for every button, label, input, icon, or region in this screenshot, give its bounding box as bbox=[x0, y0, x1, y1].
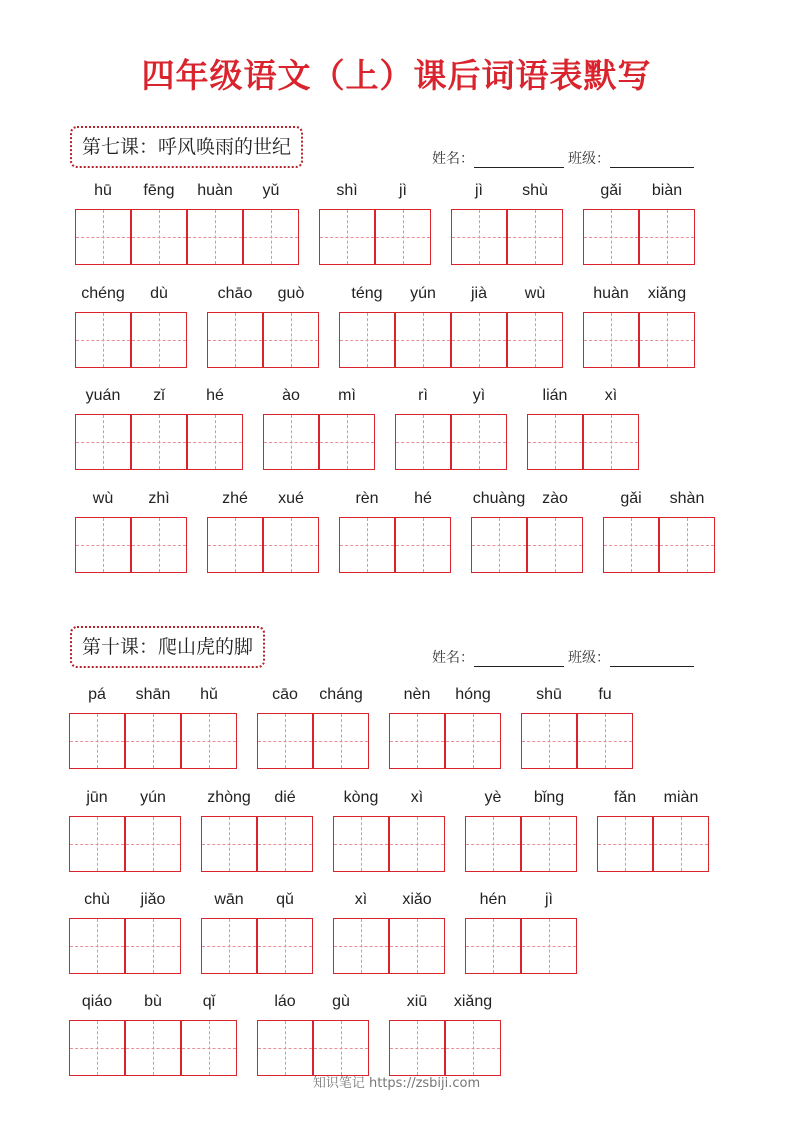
pinyin-label: cāo bbox=[272, 686, 298, 703]
pinyin-label: chuàng bbox=[472, 490, 526, 507]
writing-box[interactable] bbox=[339, 517, 395, 573]
writing-box[interactable] bbox=[389, 918, 445, 974]
writing-box[interactable] bbox=[333, 816, 389, 872]
pinyin-label: jūn bbox=[86, 789, 108, 806]
pinyin-label: nèn bbox=[403, 686, 431, 703]
writing-box[interactable] bbox=[181, 1020, 237, 1076]
pinyin-label: huàn bbox=[593, 285, 629, 302]
pinyin-label: dù bbox=[150, 285, 168, 302]
pinyin-label: shù bbox=[522, 182, 548, 199]
writing-box[interactable] bbox=[583, 209, 639, 265]
writing-box[interactable] bbox=[263, 414, 319, 470]
writing-box[interactable] bbox=[69, 713, 125, 769]
writing-box[interactable] bbox=[445, 1020, 501, 1076]
name-label: 姓名： bbox=[432, 151, 474, 167]
pinyin-label: xì bbox=[410, 789, 424, 806]
pinyin-label: gǎi bbox=[620, 490, 642, 507]
writing-box[interactable] bbox=[333, 918, 389, 974]
page-title: 四年级语文（上）课后词语表默写 bbox=[141, 56, 652, 95]
writing-box[interactable] bbox=[69, 816, 125, 872]
writing-box[interactable] bbox=[69, 918, 125, 974]
pinyin-label: biàn bbox=[651, 182, 683, 199]
pinyin-label: yún bbox=[140, 789, 166, 806]
writing-box[interactable] bbox=[257, 918, 313, 974]
pinyin-label: téng bbox=[351, 285, 383, 302]
pinyin-label: xiǎo bbox=[402, 891, 432, 908]
pinyin-label: xué bbox=[278, 490, 304, 507]
writing-box[interactable] bbox=[201, 816, 257, 872]
writing-box[interactable] bbox=[451, 312, 507, 368]
class-input-line[interactable] bbox=[610, 153, 694, 168]
pinyin-label: xiǎng bbox=[453, 993, 493, 1010]
writing-box[interactable] bbox=[131, 312, 187, 368]
pinyin-label: bǐng bbox=[533, 789, 565, 806]
pinyin-label: wù bbox=[524, 285, 546, 302]
pinyin-label: gù bbox=[332, 993, 350, 1010]
writing-box[interactable] bbox=[465, 918, 521, 974]
pinyin-label: jì bbox=[399, 182, 407, 199]
class-label: 班级： bbox=[568, 650, 610, 666]
pinyin-label: shān bbox=[135, 686, 171, 703]
pinyin-label: xì bbox=[354, 891, 368, 908]
writing-box[interactable] bbox=[339, 312, 395, 368]
pinyin-label: hū bbox=[94, 182, 112, 199]
writing-box[interactable] bbox=[257, 713, 313, 769]
writing-box[interactable] bbox=[465, 816, 521, 872]
pinyin-label: ào bbox=[282, 387, 300, 404]
pinyin-label: chāo bbox=[217, 285, 253, 302]
pinyin-label: cháng bbox=[319, 686, 363, 703]
pinyin-label: jì bbox=[545, 891, 553, 908]
pinyin-label: shū bbox=[536, 686, 562, 703]
pinyin-label: fǎn bbox=[613, 789, 637, 806]
pinyin-label: mì bbox=[338, 387, 356, 404]
writing-box[interactable] bbox=[125, 918, 181, 974]
writing-box[interactable] bbox=[125, 816, 181, 872]
writing-box[interactable] bbox=[521, 713, 577, 769]
pinyin-label: yuán bbox=[85, 387, 121, 404]
pinyin-label: jià bbox=[470, 285, 487, 302]
writing-box[interactable] bbox=[597, 816, 653, 872]
pinyin-label: chù bbox=[84, 891, 110, 908]
pinyin-label: zǐ bbox=[153, 387, 165, 404]
writing-box[interactable] bbox=[131, 414, 187, 470]
writing-box[interactable] bbox=[187, 209, 243, 265]
pinyin-label: shì bbox=[336, 182, 358, 199]
writing-box[interactable] bbox=[583, 414, 639, 470]
writing-box[interactable] bbox=[527, 414, 583, 470]
pinyin-label: láo bbox=[274, 993, 296, 1010]
writing-box[interactable] bbox=[603, 517, 659, 573]
pinyin-label: hé bbox=[206, 387, 224, 404]
pinyin-label: kòng bbox=[343, 789, 379, 806]
writing-box[interactable] bbox=[445, 713, 501, 769]
name-label: 姓名： bbox=[432, 650, 474, 666]
writing-box[interactable] bbox=[257, 1020, 313, 1076]
writing-box[interactable] bbox=[319, 414, 375, 470]
writing-box[interactable] bbox=[75, 517, 131, 573]
writing-box[interactable] bbox=[639, 209, 695, 265]
writing-box[interactable] bbox=[389, 816, 445, 872]
writing-box[interactable] bbox=[125, 1020, 181, 1076]
pinyin-label: rèn bbox=[355, 490, 379, 507]
pinyin-label: guò bbox=[277, 285, 305, 302]
writing-box[interactable] bbox=[471, 517, 527, 573]
writing-box[interactable] bbox=[263, 312, 319, 368]
writing-box[interactable] bbox=[263, 517, 319, 573]
writing-box[interactable] bbox=[125, 713, 181, 769]
pinyin-label: wān bbox=[214, 891, 244, 908]
pinyin-label: hé bbox=[414, 490, 432, 507]
writing-box[interactable] bbox=[181, 713, 237, 769]
pinyin-label: pá bbox=[88, 686, 106, 703]
pinyin-label: fēng bbox=[143, 182, 175, 199]
pinyin-label: hén bbox=[479, 891, 507, 908]
writing-box[interactable] bbox=[389, 713, 445, 769]
writing-box[interactable] bbox=[207, 517, 263, 573]
pinyin-label: hǔ bbox=[200, 686, 218, 703]
writing-box[interactable] bbox=[395, 414, 451, 470]
pinyin-label: zhé bbox=[222, 490, 248, 507]
writing-box[interactable] bbox=[395, 517, 451, 573]
pinyin-label: jiǎo bbox=[140, 891, 166, 908]
lesson-title-box: 第七课：呼风唤雨的世纪 bbox=[70, 126, 303, 168]
writing-box[interactable] bbox=[313, 1020, 369, 1076]
pinyin-label: xiǎng bbox=[647, 285, 687, 302]
writing-box[interactable] bbox=[187, 414, 243, 470]
class-label: 班级： bbox=[568, 151, 610, 167]
writing-box[interactable] bbox=[319, 209, 375, 265]
writing-box[interactable] bbox=[389, 1020, 445, 1076]
pinyin-label: zào bbox=[542, 490, 568, 507]
writing-box[interactable] bbox=[75, 312, 131, 368]
writing-box[interactable] bbox=[131, 209, 187, 265]
pinyin-label: qiáo bbox=[81, 993, 113, 1010]
pinyin-label: dié bbox=[274, 789, 296, 806]
writing-box[interactable] bbox=[527, 517, 583, 573]
pinyin-label: xì bbox=[604, 387, 618, 404]
pinyin-label: rì bbox=[418, 387, 428, 404]
writing-box[interactable] bbox=[75, 414, 131, 470]
writing-box[interactable] bbox=[69, 1020, 125, 1076]
name-input-line[interactable] bbox=[474, 652, 564, 667]
writing-box[interactable] bbox=[257, 816, 313, 872]
pinyin-label: fu bbox=[598, 686, 612, 703]
writing-box[interactable] bbox=[313, 713, 369, 769]
pinyin-label: yún bbox=[410, 285, 436, 302]
pinyin-label: wù bbox=[92, 490, 114, 507]
writing-box[interactable] bbox=[451, 414, 507, 470]
pinyin-label: zhòng bbox=[207, 789, 251, 806]
pinyin-label: huàn bbox=[197, 182, 233, 199]
writing-box[interactable] bbox=[201, 918, 257, 974]
footer-watermark: 知识笔记 https://zsbiji.com bbox=[312, 1076, 481, 1091]
pinyin-label: yǔ bbox=[262, 182, 280, 199]
pinyin-label: xiū bbox=[406, 993, 428, 1010]
writing-box[interactable] bbox=[451, 209, 507, 265]
name-class-fields bbox=[432, 647, 694, 667]
writing-box[interactable] bbox=[521, 816, 577, 872]
pinyin-label: bù bbox=[144, 993, 162, 1010]
pinyin-label: jì bbox=[475, 182, 483, 199]
pinyin-label: lián bbox=[542, 387, 568, 404]
pinyin-label: qǔ bbox=[276, 891, 294, 908]
writing-box[interactable] bbox=[131, 517, 187, 573]
pinyin-label: chéng bbox=[81, 285, 125, 302]
writing-box[interactable] bbox=[395, 312, 451, 368]
pinyin-label: hóng bbox=[455, 686, 491, 703]
name-input-line[interactable] bbox=[474, 153, 564, 168]
writing-box[interactable] bbox=[243, 209, 299, 265]
pinyin-label: yè bbox=[484, 789, 502, 806]
writing-box[interactable] bbox=[75, 209, 131, 265]
writing-box[interactable] bbox=[659, 517, 715, 573]
pinyin-label: yì bbox=[472, 387, 486, 404]
writing-box[interactable] bbox=[577, 713, 633, 769]
pinyin-label: shàn bbox=[669, 490, 705, 507]
pinyin-label: miàn bbox=[663, 789, 699, 806]
writing-box[interactable] bbox=[207, 312, 263, 368]
pinyin-label: zhì bbox=[148, 490, 170, 507]
writing-box[interactable] bbox=[639, 312, 695, 368]
pinyin-label: qǐ bbox=[202, 993, 216, 1010]
writing-box[interactable] bbox=[653, 816, 709, 872]
name-class-fields bbox=[432, 148, 694, 168]
lesson-title-box: 第十课：爬山虎的脚 bbox=[70, 626, 265, 668]
writing-box[interactable] bbox=[375, 209, 431, 265]
class-input-line[interactable] bbox=[610, 652, 694, 667]
writing-box[interactable] bbox=[507, 209, 563, 265]
writing-box[interactable] bbox=[521, 918, 577, 974]
pinyin-label: gǎi bbox=[600, 182, 622, 199]
writing-box[interactable] bbox=[507, 312, 563, 368]
writing-box[interactable] bbox=[583, 312, 639, 368]
